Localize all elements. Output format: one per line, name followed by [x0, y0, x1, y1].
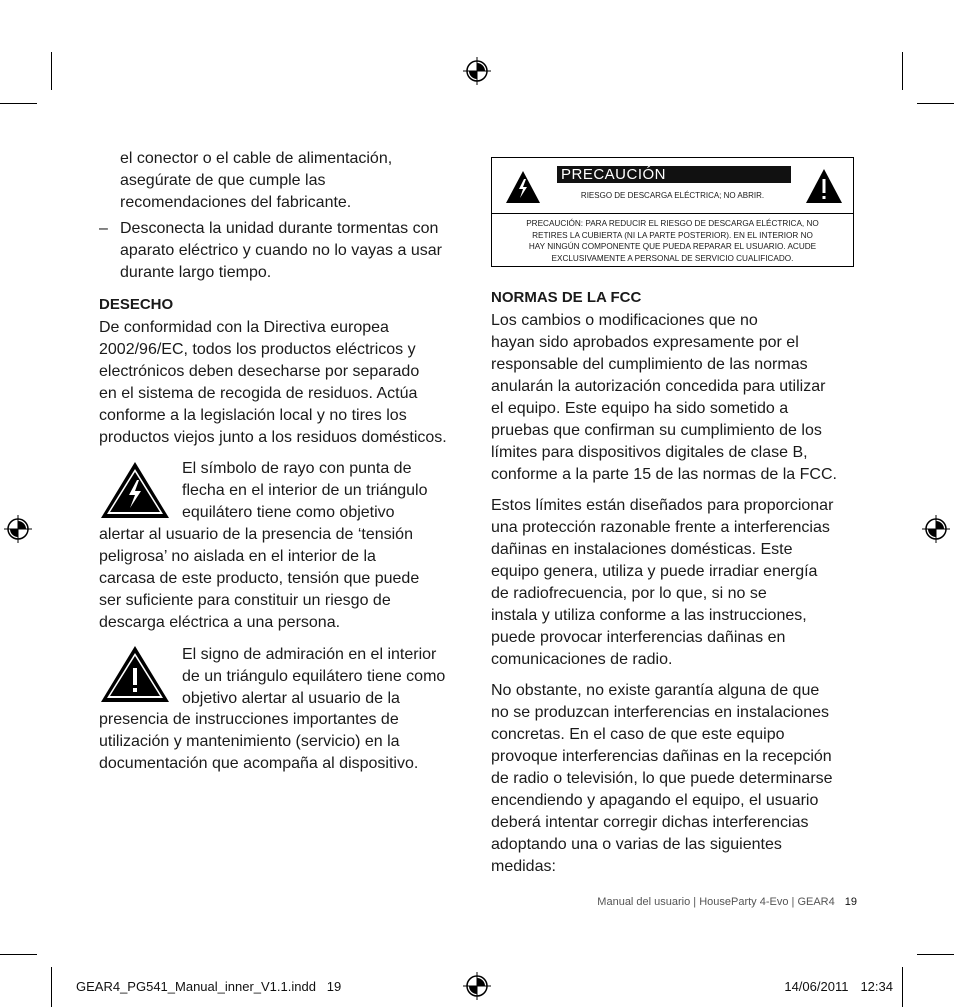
- crop-mark-bl-horizontal: [0, 954, 37, 955]
- exclamation-full-text: presencia de instrucciones importantes de utilización y mantenimiento (servicio) en la documentación que acompaña al dispositivo.: [99, 711, 419, 772]
- crop-mark-br-vertical: [902, 967, 903, 1007]
- registration-mark-bottom-icon: [462, 971, 492, 1001]
- caution-riesgo-text: RIESGO DE DESCARGA ELÉCTRICA; NO ABRIR.: [580, 191, 765, 200]
- crop-mark-tr-horizontal: [917, 103, 954, 104]
- fcc-paragraph-2: Estos límites están diseñados para proporcionar una protección razonable frente a interferencias dañinas en instalaciones domésticas. Este equipo genera, utiliza y puede irradiar energía de radiofrecuencia, por lo que, si no se instala y utiliza conforme a las instrucciones, puede provocar interferencias dañinas en comunicaciones de radio.: [491, 497, 834, 668]
- caution-box-header: [492, 158, 853, 214]
- slug-time: 12:34: [860, 979, 893, 994]
- caution-body: PRECAUCIÓN: PARA REDUCIR EL RIESGO DE DESCARGA ELÉCTRICA, NO RETIRES LA CUBIERTA (NI LA PARTE POSTERIOR). EN EL INTERIOR NO HAY NINGÚN COMPONENTE QUE PUEDA REPARAR EL USUARIO. ACUDE EXCLUSIVAMENTE A PERSONAL DE SERVICIO CUALIFICADO.: [526, 219, 819, 263]
- registration-mark-left-icon: [3, 514, 33, 544]
- page-number: 19: [844, 896, 857, 908]
- fcc-heading: NORMAS DE LA FCC: [491, 289, 642, 306]
- bullet-dash: –: [99, 220, 108, 237]
- lightning-side-text: El símbolo de rayo con punta de flecha en el interior de un triángulo equilátero tiene como objetivo: [182, 460, 428, 521]
- registration-mark-right-icon: [921, 514, 951, 544]
- slug-date-value: 14/06/2011: [784, 979, 849, 994]
- exclamation-side-text: El signo de admiración en el interior de un triángulo equilátero tiene como objetivo alertar al usuario de la: [182, 646, 446, 707]
- crop-mark-bl-vertical: [51, 967, 52, 1007]
- lightning-warning-triangle-icon: [99, 460, 171, 520]
- caution-box: [491, 157, 854, 267]
- lightning-full-text: alertar al usuario de la presencia de ‘tensión peligrosa’ no aislada en el interior de la carcasa de este producto, tensión que puede ser suficiente para constituir un riesgo de descarga eléctrica a una persona.: [99, 526, 420, 631]
- slug-date: [784, 979, 893, 994]
- fcc-paragraph-1: Los cambios o modificaciones que no hayan sido aprobados expresamente por el responsable del cumplimiento de las normas anularán la autorización concedida para utilizar el equipo. Este equipo ha sido sometido a pruebas que confirman su cumplimiento de los límites para dispositivos digitales de clase B, conforme a la parte 15 de las normas de la FCC.: [491, 312, 837, 483]
- crop-mark-tl-vertical: [51, 52, 52, 90]
- exclamation-warning-triangle-icon: [99, 644, 171, 704]
- registration-mark-top-icon: [462, 56, 492, 86]
- caution-title: PRECAUCIÓN: [557, 166, 791, 183]
- page-footer: [597, 896, 857, 908]
- footer-running-text: Manual del usuario | HouseParty 4-Evo | GEAR4: [597, 896, 835, 908]
- caution-exclamation-icon: [805, 168, 843, 204]
- crop-mark-br-horizontal: [917, 954, 954, 955]
- crop-mark-tr-vertical: [902, 52, 903, 90]
- fcc-paragraph-3: No obstante, no existe garantía alguna de que no se produzcan interferencias en instalaciones concretas. En el caso de que este equipo provoque interferencias dañinas en la recepción de radio o televisión, lo que puede determinarse encendiendo y apagando el equipo, el usuario deberá intentar corregir dichas interferencias adoptando una o varias de las siguientes medidas:: [491, 682, 833, 875]
- bullet-item: – Desconecta la unidad durante tormentas con aparato eléctrico y cuando no lo vayas a usar durante largo tiempo.: [99, 220, 442, 281]
- desecho-paragraph: De conformidad con la Directiva europea 2002/96/EC, todos los productos eléctricos y electrónicos deben desecharse por separado en el sistema de recogida de residuos. Actúa conforme a la legislación local y no tires los productos viejos junto a los residuos domésticos.: [99, 319, 447, 446]
- continued-paragraph: el conector o el cable de alimentación, asegúrate de que cumple las recomendaciones del fabricante.: [120, 150, 393, 211]
- crop-mark-tl-horizontal: [0, 103, 37, 104]
- slug-filename: GEAR4_PG541_Manual_inner_V1.1.indd 19: [76, 979, 342, 994]
- desecho-heading: DESECHO: [99, 296, 174, 313]
